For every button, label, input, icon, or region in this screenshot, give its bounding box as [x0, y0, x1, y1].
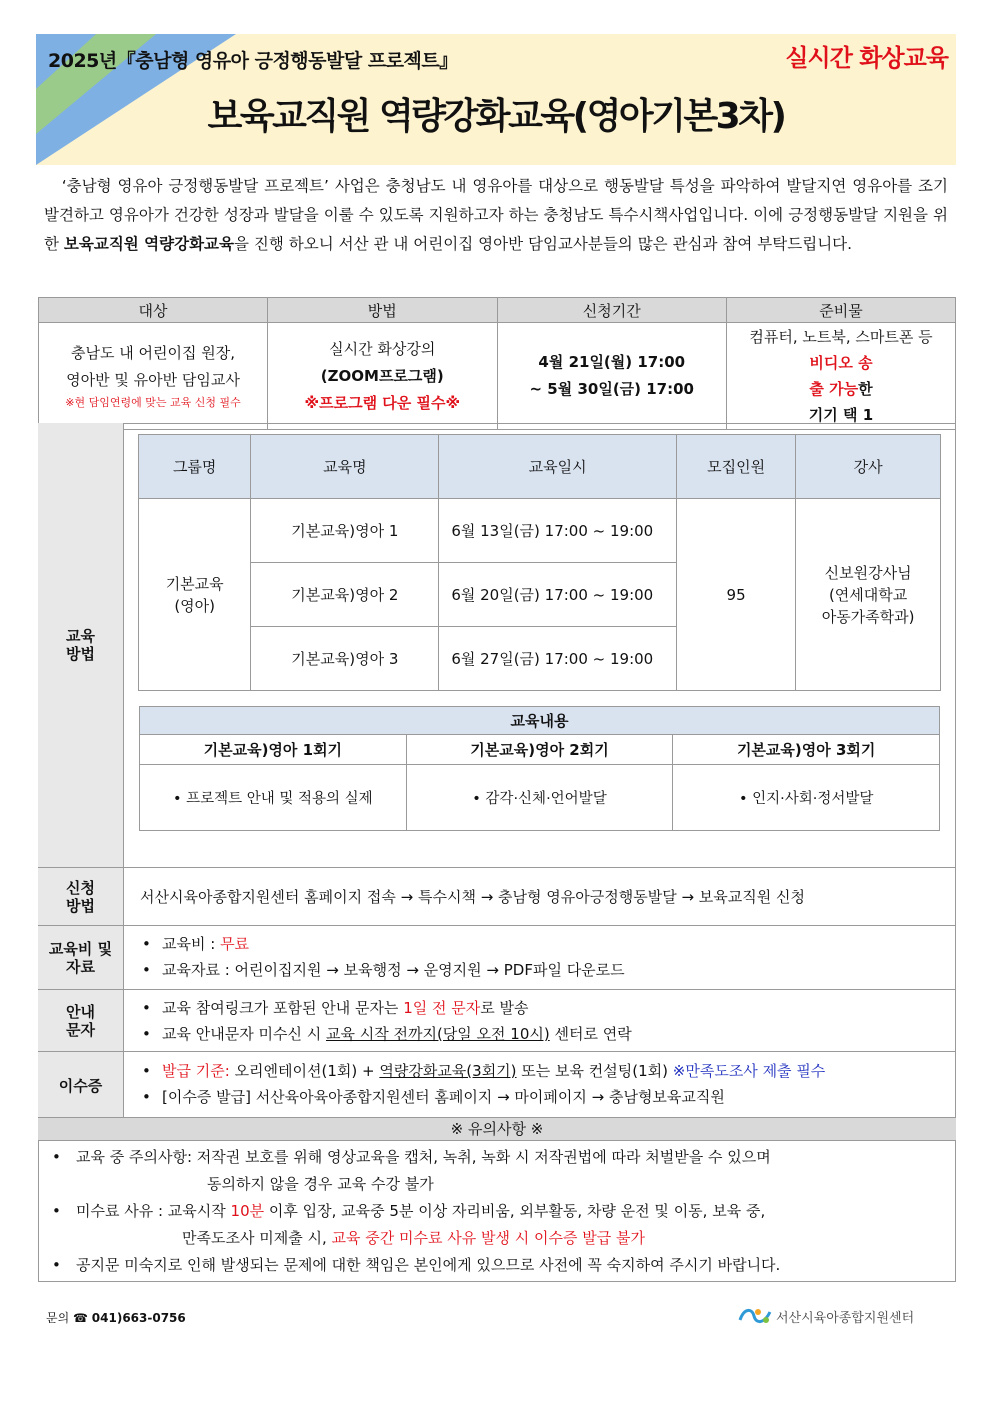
- group-cell: 기본교육 (영아): [139, 499, 251, 691]
- target-line-2: 영아반 및 유아반 담임교사: [66, 371, 240, 389]
- list-item: [162, 1021, 632, 1047]
- header-target: 대상: [39, 298, 268, 323]
- notice-red: 1일 전 문자: [403, 999, 481, 1017]
- notice-text: 교육 안내문자 미수신 시: [162, 1025, 326, 1043]
- notice-text: 로 발송: [480, 999, 529, 1017]
- course-name: 기본교육)영아 2: [251, 563, 439, 627]
- prep-red-2: 출 가능: [809, 380, 859, 398]
- period-line-1: 4월 21일(월) 17:00: [538, 353, 686, 371]
- instructor-cell: 신보원강사님 (연세대학교 아동가족학과): [796, 499, 941, 691]
- prep-red-1: 비디오 송: [809, 354, 873, 372]
- method-line-2: (ZOOM프로그램): [320, 366, 444, 385]
- caution-text: 만족도조사 미제출 시,: [182, 1229, 332, 1247]
- bullet-icon: •: [52, 1202, 61, 1220]
- list-item: • 교육자료 : 어린이집지원 → 보육행정 → 운영지원 → PDF파일 다운로드: [162, 957, 625, 983]
- contact-label: 문의: [46, 1311, 70, 1325]
- header-prep: 준비물: [726, 298, 955, 323]
- col-capacity: 모집인원: [677, 435, 796, 499]
- org-logo: [736, 1306, 914, 1326]
- content-header-2: 기본교육)영아 2회기: [406, 735, 673, 765]
- header-method: 방법: [268, 298, 498, 323]
- header-period: 신청기간: [497, 298, 726, 323]
- target-note: ※현 담임연령에 맞는 교육 신청 필수: [65, 396, 241, 409]
- notice-list: [138, 995, 632, 1047]
- course-date: 6월 27일(금) 17:00 ~ 19:00: [439, 627, 677, 691]
- cert-row: [38, 1051, 956, 1117]
- caution-title: ※ 유의사항 ※: [38, 1117, 956, 1141]
- method-cell: [268, 323, 498, 430]
- intro-bold: 보육교직원 역량강화교육: [63, 235, 235, 253]
- list-item: [52, 1252, 942, 1279]
- prep-line-4: 기기 택 1: [808, 406, 874, 424]
- capacity-cell: 95: [677, 499, 796, 691]
- col-datetime: 교육일시: [439, 435, 677, 499]
- contact-phone: 041)663-0756: [91, 1311, 186, 1325]
- col-course: 교육명: [251, 435, 439, 499]
- phone-icon: ☎: [73, 1311, 88, 1325]
- cert-underline: 역량강화교육(3회기): [379, 1062, 517, 1080]
- list-item: [162, 931, 625, 957]
- content-item-2: • 감각·신체·언어발달: [406, 765, 673, 831]
- content-table: [139, 706, 940, 831]
- live-education-label: 실시간 화상교육: [785, 44, 948, 72]
- content-header-1: 기본교육)영아 1회기: [140, 735, 407, 765]
- caution-text: 미수료 사유 : 교육시작: [76, 1202, 231, 1220]
- course-name: 기본교육)영아 3: [251, 627, 439, 691]
- content-title: 교육내용: [140, 707, 940, 735]
- caution-text: 동의하지 않을 경우 교육 수강 불가: [207, 1175, 434, 1193]
- header-banner: [36, 34, 956, 165]
- page-title: 보육교직원 역량강화교육(영아기본3차): [207, 96, 785, 137]
- col-instructor: 강사: [796, 435, 941, 499]
- education-method-label: 교육 방법: [38, 423, 124, 867]
- intro-text-2: 을 진행 하오니 서산 관 내 어린이집 영아반 담임교사분들의 많은 관심과 참여 부탁드립니다.: [234, 235, 853, 253]
- course-name: 기본교육)영아 1: [251, 499, 439, 563]
- table-row: [139, 499, 941, 563]
- fee-label: 교육비 :: [162, 935, 221, 953]
- contact: [46, 1309, 186, 1326]
- col-group: 그룹명: [139, 435, 251, 499]
- notice-underline: 교육 시작 전까지(당일 오전 10시): [325, 1025, 550, 1043]
- intro-paragraph: [44, 172, 948, 259]
- apply-label: 신청 방법: [38, 868, 124, 926]
- method-note: ※프로그램 다운 필수※: [304, 393, 461, 412]
- caution-text: 공지문 미숙지로 인해 발생되는 문제에 대한 책임은 본인에게 있으므로 사전에 꼭 숙지하여 주시기 바랍니다.: [76, 1256, 781, 1274]
- cost-list: [138, 931, 625, 983]
- target-cell: [39, 323, 268, 430]
- course-date: 6월 13일(금) 17:00 ~ 19:00: [439, 499, 677, 563]
- list-item: [162, 1058, 825, 1084]
- cost-label: 교육비 및 자료: [38, 926, 124, 990]
- method-line-1: 실시간 화상강의: [329, 339, 436, 358]
- notice-text: 센터로 연락: [549, 1025, 632, 1043]
- bullet-icon: •: [52, 1256, 61, 1274]
- content-header-3: 기본교육)영아 3회기: [673, 735, 940, 765]
- cert-red: 발급 기준:: [162, 1062, 235, 1080]
- prep-line-3: 한: [858, 380, 873, 398]
- cert-text: 오리엔테이션(1회) +: [234, 1062, 380, 1080]
- caution-red: 교육 중간 미수료 사유 발생 시 이수증 발급 불가: [331, 1229, 645, 1247]
- cost-row: [38, 925, 956, 989]
- caution-text: 이후 입장, 교육중 5분 이상 자리비움, 외부활동, 차량 운전 및 이동, 보육 중,: [264, 1202, 766, 1220]
- caution-text: 교육 중 주의사항: 저작권 보호를 위해 영상교육을 캡처, 녹취, 녹화 시 저작권법에 따라 처벌받을 수 있으며: [76, 1148, 771, 1166]
- caution-list: [52, 1144, 942, 1279]
- list-item: [52, 1144, 942, 1171]
- period-line-2: ~ 5월 30일(금) 17:00: [529, 380, 694, 398]
- notice-label: 안내 문자: [38, 990, 124, 1052]
- notice-row: [38, 989, 956, 1051]
- intro-text-1: ‘충남형 영유아 긍정행동발달 프로젝트’ 사업은 충청남도 내 영유아를 대상으로 행동발달 특성을 파악하여 발달지연 영유아를 조기 발견하고 영유아가 건강한 성장과 발달을 이룰 수 있도록 지원하고자 하는 충청남도 특수시책사업입니다. 이에 긍정행동발달 지원을 위한: [44, 177, 949, 253]
- bullet-icon: •: [52, 1148, 61, 1166]
- cert-label: 이수증: [38, 1052, 124, 1118]
- cert-text: 또는 보육 컨설팅(1회): [516, 1062, 673, 1080]
- org-name: 서산시육아종합지원센터: [776, 1310, 915, 1326]
- prep-line-1: 컴퓨터, 노트북, 스마트폰 등: [749, 328, 933, 346]
- apply-row: [38, 867, 956, 925]
- project-subtitle: 2025년『충남형 영유아 긍정행동발달 프로젝트』: [48, 50, 458, 72]
- list-item: [162, 995, 632, 1021]
- notice-text: 교육 참여링크가 포함된 안내 문자는: [162, 999, 404, 1017]
- content-item-1: • 프로젝트 안내 및 적용의 실제: [140, 765, 407, 831]
- target-line-1: 충남도 내 어린이집 원장,: [71, 344, 235, 362]
- period-cell: [497, 323, 726, 430]
- list-item: • [이수증 발급] 서산육아육아종합지원센터 홈페이지 → 마이페이지 → 충남형보육교직원: [162, 1084, 825, 1110]
- schedule-table: [138, 434, 941, 691]
- summary-table: [38, 297, 956, 430]
- content-item-3: • 인지·사회·정서발달: [673, 765, 940, 831]
- list-item: [52, 1198, 942, 1225]
- course-date: 6월 20일(금) 17:00 ~ 19:00: [439, 563, 677, 627]
- caution-line: [52, 1225, 942, 1252]
- caution-red: 10분: [230, 1202, 265, 1220]
- apply-text: 서산시육아종합지원센터 홈페이지 접속 → 특수시책 → 충남형 영유아긍정행동발달 → 보육교직원 신청: [140, 888, 805, 906]
- cert-blue: ※만족도조사 제출 필수: [672, 1062, 826, 1080]
- org-logo-icon: [736, 1306, 776, 1326]
- fee-value: 무료: [220, 935, 250, 953]
- prep-cell: [726, 323, 955, 430]
- cert-list: [138, 1058, 825, 1110]
